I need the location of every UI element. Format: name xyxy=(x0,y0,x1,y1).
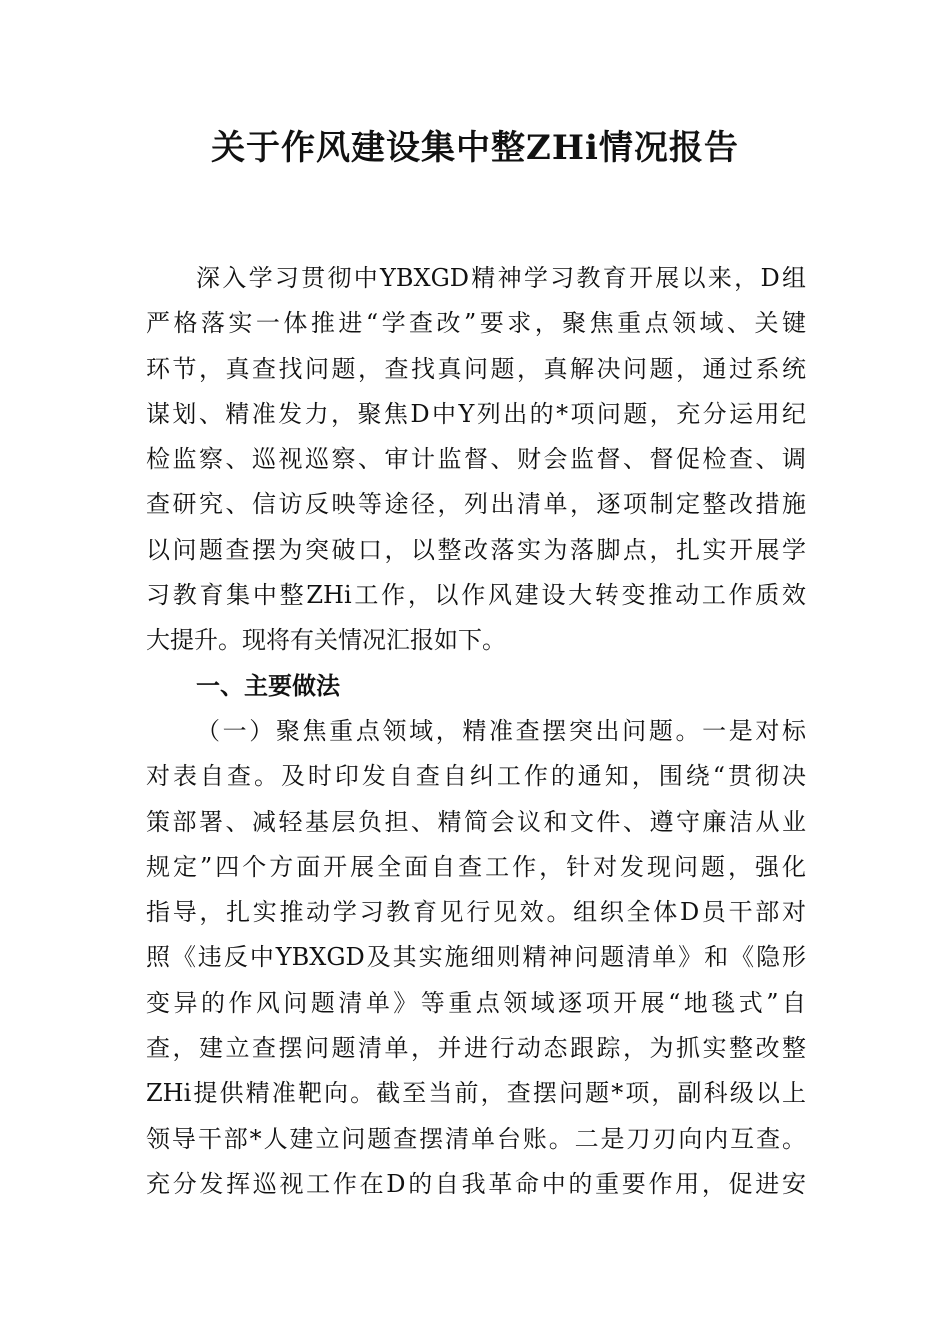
section-line: 指导，扎实推动学习教育见行见效。组织全体D员干部对 xyxy=(146,898,806,927)
section-line: 充分发挥巡视工作在D的自我革命中的重要作用，促进安 xyxy=(146,1169,806,1198)
document-title: 关于作风建设集中整ZHi情况报告 xyxy=(211,128,739,168)
section-line: 变异的作风问题清单》等重点领域逐项开展“地毯式”自 xyxy=(146,988,806,1017)
intro-line: 环节，真查找问题，查找真问题，真解决问题，通过系统 xyxy=(146,354,806,383)
section-heading: 一、主要做法 xyxy=(196,671,340,700)
intro-line: 严格落实一体推进“学查改”要求，聚焦重点领域、关键 xyxy=(146,309,806,338)
section-line: （一）聚焦重点领域，精准查摆突出问题。一是对标 xyxy=(196,716,806,745)
intro-line: 大提升。现将有关情况汇报如下。 xyxy=(146,626,506,655)
section-line: 照《违反中YBXGD及其实施细则精神问题清单》和《隐形 xyxy=(146,943,806,972)
section-line: 对表自查。及时印发自查自纠工作的通知，围绕“贯彻决 xyxy=(146,762,806,791)
section-line: ZHi提供精准靶向。截至当前，查摆问题*项，副科级以上 xyxy=(146,1079,806,1108)
intro-line: 查研究、信访反映等途径，列出清单，逐项制定整改措施 xyxy=(146,490,806,519)
section-line: 查，建立查摆问题清单，并进行动态跟踪，为抓实整改整 xyxy=(146,1034,806,1063)
intro-line: 谋划、精准发力，聚焦D中Y列出的*项问题，充分运用纪 xyxy=(146,399,806,428)
section-line: 领导干部*人建立问题查摆清单台账。二是刀刃向内互查。 xyxy=(146,1124,806,1153)
intro-line: 深入学习贯彻中YBXGD精神学习教育开展以来，D组 xyxy=(196,264,806,292)
section-line: 规定”四个方面开展全面自查工作，针对发现问题，强化 xyxy=(146,852,806,881)
intro-line: 以问题查摆为突破口，以整改落实为落脚点，扎实开展学 xyxy=(146,535,806,564)
intro-line: 习教育集中整ZHi工作，以作风建设大转变推动工作质效 xyxy=(146,581,806,610)
section-line: 策部署、减轻基层负担、精简会议和文件、遵守廉洁从业 xyxy=(146,807,806,836)
intro-line: 检监察、巡视巡察、审计监督、财会监督、督促检查、调 xyxy=(146,445,806,474)
document-body xyxy=(146,256,806,1207)
